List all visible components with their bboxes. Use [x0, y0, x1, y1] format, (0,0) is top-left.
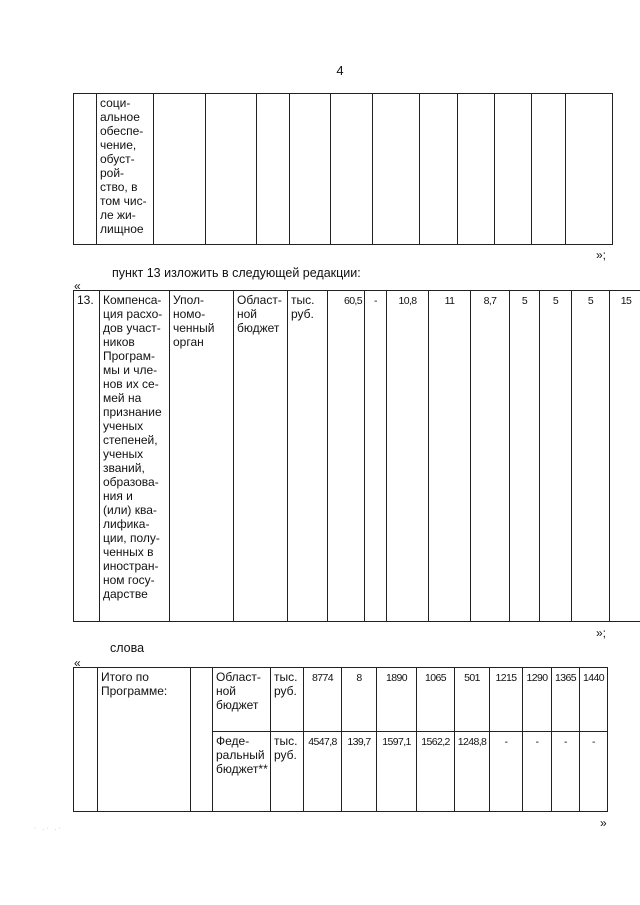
value-cell: 1215: [490, 668, 523, 732]
value-cell: -: [490, 732, 523, 812]
cell-empty: [331, 94, 373, 245]
executor: Упол- номо- ченный орган: [170, 291, 234, 622]
scan-noise-mark: · .· .·: [34, 825, 63, 832]
value-cell: 1440: [580, 668, 608, 732]
value-cell: 5: [572, 291, 610, 622]
unit: тыс. руб.: [288, 291, 328, 622]
value-cell: 4547,8: [304, 732, 342, 812]
cell-empty: [74, 94, 97, 245]
closing-quote-mark: »: [600, 816, 607, 830]
cell-empty: [458, 94, 495, 245]
table-row: [74, 291, 640, 622]
value-cell: 11: [429, 291, 471, 622]
value-cell: -: [365, 291, 387, 622]
opening-quote-mark: «: [74, 279, 81, 293]
value-cell: 10,8: [387, 291, 429, 622]
value-cell: 8,7: [471, 291, 510, 622]
continuation-table: [73, 93, 613, 245]
value-cell: 5: [540, 291, 572, 622]
cell-empty: [257, 94, 290, 245]
cell-empty: [290, 94, 331, 245]
value-cell: 1290: [523, 668, 552, 732]
cell-empty: [495, 94, 532, 245]
measure-name: Компенса- ция расхо- дов участ- ников Програм- мы и чле- нов их се- мей на признание ученых степеней, ученых званий, образова- ния и (или) ква- лифика- ции, полу- ченных в иностран- ном госу- дарстве: [100, 291, 170, 622]
page-number: 4: [336, 63, 344, 78]
instruction-text: пункт 13 изложить в следующей редакции:: [112, 266, 361, 280]
value-cell: 1562,2: [417, 732, 455, 812]
cell-empty: [566, 94, 613, 245]
value-cell: -: [580, 732, 608, 812]
unit: тыс. руб.: [271, 668, 304, 732]
value-cell: 1890: [377, 668, 417, 732]
value-cell: 60,5: [328, 291, 365, 622]
table-row: [74, 94, 613, 245]
value-cell: 139,7: [342, 732, 377, 812]
value-cell: 501: [455, 668, 490, 732]
row13-table: [73, 290, 640, 622]
totals-table: [73, 667, 640, 812]
cell-empty: [206, 94, 257, 245]
row-number: 13.: [74, 291, 100, 622]
value-cell: 1248,8: [455, 732, 490, 812]
unit: тыс. руб.: [271, 732, 304, 812]
value-cell: 1365: [552, 668, 580, 732]
value-cell: 8: [342, 668, 377, 732]
value-cell: 15: [610, 291, 640, 622]
cell-empty: [191, 668, 213, 812]
closing-quote-mark: »;: [596, 248, 607, 262]
funding-source: Област- ной бюджет: [234, 291, 288, 622]
cell-empty: [74, 668, 98, 812]
table-row: [74, 668, 640, 732]
value-cell: -: [523, 732, 552, 812]
value-cell: 1065: [417, 668, 455, 732]
funding-source: Област- ной бюджет: [213, 668, 271, 732]
value-cell: -: [552, 732, 580, 812]
cell-empty: [373, 94, 420, 245]
cell-text: соци- альное обеспе- чение, обуст- рой- ство, в том чис- ле жи- лищное: [97, 94, 154, 245]
opening-quote-mark: «: [74, 656, 81, 670]
value-cell: 1597,1: [377, 732, 417, 812]
value-cell: 8774: [304, 668, 342, 732]
instruction-text: слова: [110, 641, 145, 655]
cell-empty: [420, 94, 458, 245]
closing-quote-mark: »;: [596, 626, 607, 640]
totals-label: Итого по Программе:: [98, 668, 191, 812]
funding-source: Феде- ральный бюджет**: [213, 732, 271, 812]
cell-empty: [154, 94, 206, 245]
value-cell: 5: [510, 291, 540, 622]
cell-empty: [532, 94, 566, 245]
